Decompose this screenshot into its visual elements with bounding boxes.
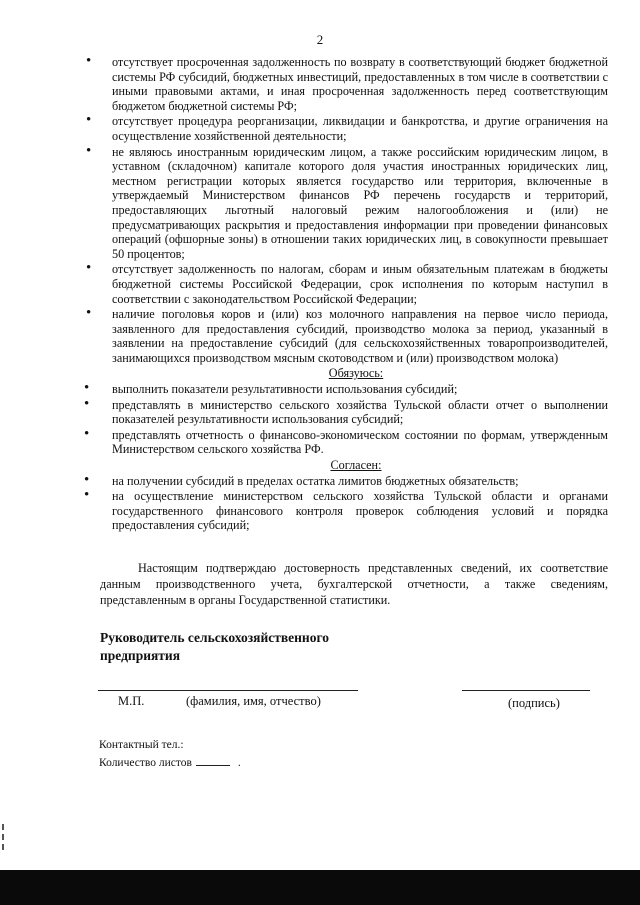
list-item: • наличие поголовья коров и (или) коз молочного направления на первое число периода, заявленного для предоставления субсидий, производство молока за период, указанный в заявлении на предоставление субсидий (для сельскохозяйственных товаропроизводителей, занимающихся производством мясным скотоводством и (или) производством молока) bbox=[104, 307, 608, 365]
sheet-count-dot: . bbox=[237, 757, 241, 769]
sheet-count-blank bbox=[196, 755, 230, 766]
consent-list bbox=[104, 474, 608, 533]
list-item: • представлять в министерство сельского хозяйства Тульской области отчет о выполнении показателей результативности использования субсидий; bbox=[104, 398, 608, 427]
document-body bbox=[104, 55, 608, 534]
contact-phone-label: Контактный тел.: bbox=[99, 739, 184, 751]
list-item: • отсутствует задолженность по налогам, сборам и иным обязательным платежам в бюджеты бюджетной системы Российской Федерации, срок исполнения по которым наступил в соответствии с законодательством Российской Федерации; bbox=[104, 262, 608, 306]
list-item: • отсутствует процедура реорганизации, ликвидации и банкротства, и другие ограничения на осуществление хозяйственной деятельности; bbox=[104, 114, 608, 143]
full-name-label: (фамилия, имя, отчество) bbox=[186, 694, 321, 708]
list-item: • на получении субсидий в пределах остатка лимитов бюджетных обязательств; bbox=[104, 474, 608, 489]
stamp-label: М.П. bbox=[118, 694, 145, 708]
list-item: • отсутствует просроченная задолженность по возврату в соответствующий бюджет бюджетной системы РФ субсидий, бюджетных инвестиций, предоставленных в том числе в соответствии с иными правовыми актами, и иная просроченная задолженность перед соответствующим бюджетом бюджетной системы РФ; bbox=[104, 55, 608, 113]
signature-line bbox=[462, 690, 590, 691]
sheet-count-row bbox=[99, 755, 241, 769]
obligations-heading: Обязуюсь: bbox=[328, 366, 384, 381]
list-item: • выполнить показатели результативности использования субсидий; bbox=[104, 382, 608, 397]
name-signature-line bbox=[98, 690, 358, 691]
signatory-title-line: Руководитель сельскохозяйственного bbox=[100, 630, 330, 645]
signature-label: (подпись) bbox=[508, 696, 560, 710]
list-item: • представлять отчетность о финансово-экономическом состоянии по формам, утвержденным Министерством сельского хозяйства РФ. bbox=[104, 428, 608, 457]
scan-edge-marks bbox=[0, 820, 6, 870]
scan-bottom-border bbox=[0, 870, 640, 905]
signatory-title bbox=[100, 629, 329, 665]
sheet-count-label: Количество листов bbox=[99, 757, 192, 769]
list-item: • не являюсь иностранным юридическим лицом, а также российским юридическим лицом, в уставном (складочном) капитале которого доля участия иностранных юридических лиц, местном регистрации которых является государство или территория, включенные в утверждаемый Министерством финансов РФ перечень государств и территорий, предоставляющих льготный налоговый режим налогообложения и (или) не предусматривающих раскрытия и предоставления информации при проведении финансовых операций (офшорные зоны) в отношении таких юридических лиц, в совокупности превышает 50 процентов; bbox=[104, 145, 608, 262]
list-item: • на осуществление министерством сельского хозяйства Тульской области и органами государственного финансового контроля проверок соблюдения условий и порядка предоставления субсидий; bbox=[104, 489, 608, 533]
signatory-title-line: предприятия bbox=[100, 648, 181, 663]
confirmation-paragraph: Настоящим подтверждаю достоверность представленных сведений, их соответствие данным производственного учета, бухгалтерской отчетности, а также сведениям, представленным в органы Государственной статистики. bbox=[100, 561, 608, 607]
consent-heading: Согласен: bbox=[330, 458, 382, 473]
page-number: 2 bbox=[316, 32, 324, 47]
obligations-list bbox=[104, 382, 608, 457]
conditions-list bbox=[104, 55, 608, 365]
